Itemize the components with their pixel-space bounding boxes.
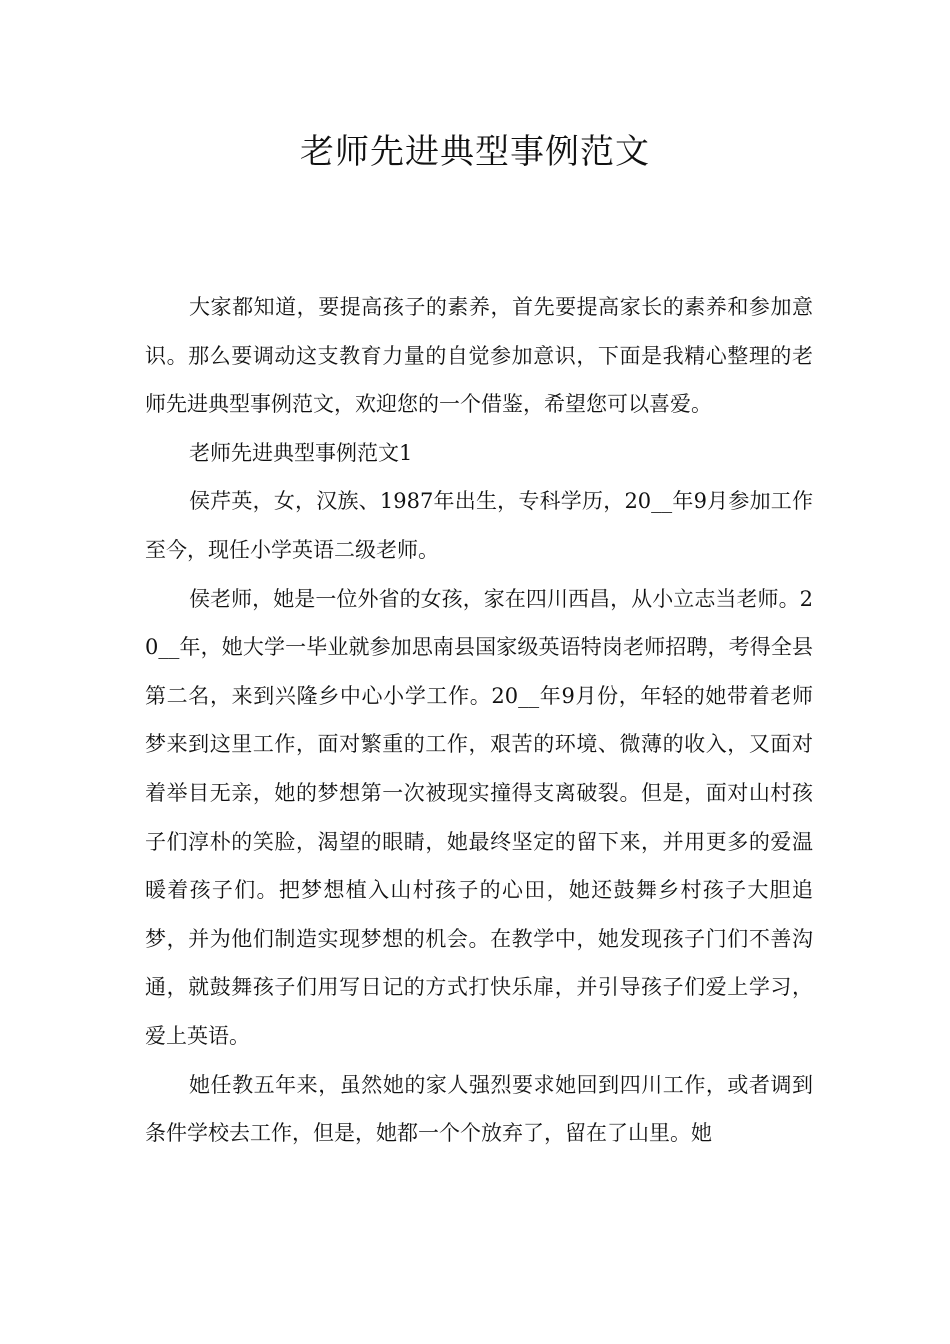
section-heading: 老师先进典型事例范文1: [189, 440, 413, 465]
document-title: 老师先进典型事例范文: [300, 132, 650, 172]
document-body: [145, 283, 813, 1158]
story-paragraph: 侯老师，她是一位外省的女孩，家在四川西昌，从小立志当老师。20__年，她大学一毕业就参加思南县国家级英语特岗老师招聘，考得全县第二名，来到兴隆乡中心小学工作。20__年9月份，年轻的她带着老师梦来到这里工作，面对繁重的工作，艰苦的环境、微薄的收入，又面对着举目无亲，她的梦想第一次被现实撞得支离破裂。但是，面对山村孩子们淳朴的笑脸，渴望的眼睛，她最终坚定的留下来，并用更多的爱温暖着孩子们。把梦想植入山村孩子的心田，她还鼓舞乡村孩子大胆追梦，并为他们制造实现梦想的机会。在教学中，她发现孩子门们不善沟通，就鼓舞孩子们用写日记的方式打快乐扉，并引导孩子们爱上学习，爱上英语。: [145, 586, 813, 1048]
continuation-paragraph: 她任教五年来，虽然她的家人强烈要求她回到四川工作，或者调到条件学校去工作，但是，她都一个个放弃了，留在了山里。她: [145, 1072, 813, 1146]
profile-paragraph: 侯芹英，女，汉族、1987年出生，专科学历，20__年9月参加工作至今，现任小学英语二级老师。: [145, 489, 813, 562]
intro-paragraph: 大家都知道，要提高孩子的素养，首先要提高家长的素养和参加意识。那么要调动这支教育力量的自觉参加意识，下面是我精心整理的老师先进典型事例范文，欢迎您的一个借鉴，希望您可以喜爱。: [145, 295, 813, 417]
